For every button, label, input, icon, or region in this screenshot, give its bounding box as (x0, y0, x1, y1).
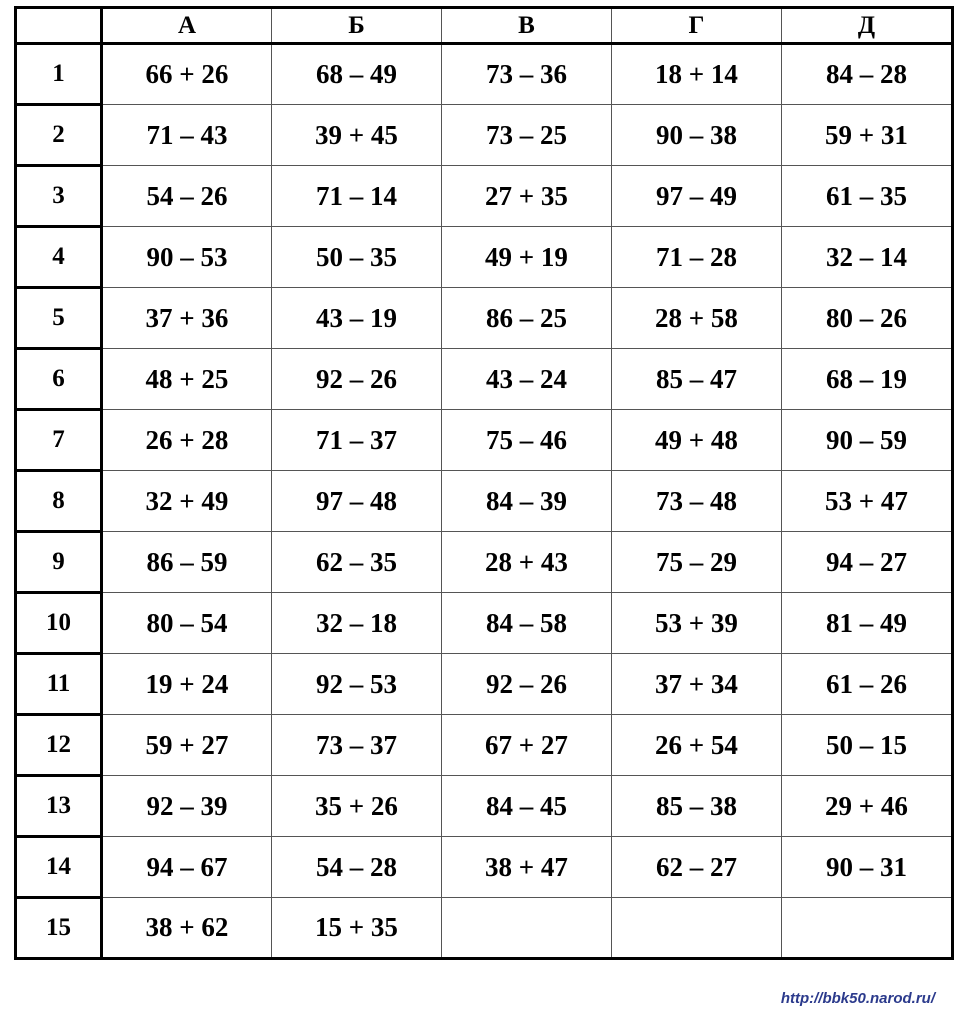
table-row (16, 44, 953, 105)
expression-cell: 38 + 62 (102, 898, 272, 959)
expression-cell: 28 + 43 (442, 532, 612, 593)
table-row (16, 471, 953, 532)
expression-cell: 62 – 27 (612, 837, 782, 898)
expression-cell: 15 + 35 (272, 898, 442, 959)
table-row (16, 593, 953, 654)
row-number: 2 (16, 105, 102, 166)
expression-cell: 90 – 59 (782, 410, 953, 471)
expression-cell (782, 898, 953, 959)
column-header: Д (782, 8, 953, 44)
expression-cell: 94 – 67 (102, 837, 272, 898)
expression-cell: 80 – 26 (782, 288, 953, 349)
header-row (16, 8, 953, 44)
expression-cell: 35 + 26 (272, 776, 442, 837)
row-number: 15 (16, 898, 102, 959)
expression-cell: 59 + 27 (102, 715, 272, 776)
table-body (16, 44, 953, 959)
expression-cell: 26 + 28 (102, 410, 272, 471)
expression-cell: 86 – 25 (442, 288, 612, 349)
expression-cell: 39 + 45 (272, 105, 442, 166)
row-number: 13 (16, 776, 102, 837)
expression-cell: 97 – 48 (272, 471, 442, 532)
header-corner-cell (16, 8, 102, 44)
expression-cell: 32 + 49 (102, 471, 272, 532)
row-number: 5 (16, 288, 102, 349)
expression-cell: 86 – 59 (102, 532, 272, 593)
table-row (16, 410, 953, 471)
expression-cell: 59 + 31 (782, 105, 953, 166)
table-row (16, 227, 953, 288)
expression-cell: 18 + 14 (612, 44, 782, 105)
expression-cell: 49 + 19 (442, 227, 612, 288)
expression-cell: 80 – 54 (102, 593, 272, 654)
table-row (16, 166, 953, 227)
expression-cell: 73 – 37 (272, 715, 442, 776)
expression-cell: 84 – 58 (442, 593, 612, 654)
row-number: 12 (16, 715, 102, 776)
table-row (16, 532, 953, 593)
column-header: Г (612, 8, 782, 44)
expression-cell: 90 – 53 (102, 227, 272, 288)
expression-cell: 50 – 15 (782, 715, 953, 776)
row-number: 11 (16, 654, 102, 715)
row-number: 6 (16, 349, 102, 410)
expression-cell: 85 – 38 (612, 776, 782, 837)
expression-cell: 26 + 54 (612, 715, 782, 776)
row-number: 14 (16, 837, 102, 898)
table-row (16, 105, 953, 166)
expression-cell: 37 + 34 (612, 654, 782, 715)
expression-cell: 61 – 26 (782, 654, 953, 715)
exercise-table (14, 6, 954, 960)
expression-cell: 92 – 26 (272, 349, 442, 410)
expression-cell: 53 + 47 (782, 471, 953, 532)
expression-cell: 71 – 37 (272, 410, 442, 471)
expression-cell: 71 – 43 (102, 105, 272, 166)
expression-cell: 73 – 36 (442, 44, 612, 105)
column-header: А (102, 8, 272, 44)
expression-cell: 73 – 48 (612, 471, 782, 532)
row-number: 1 (16, 44, 102, 105)
expression-cell: 71 – 14 (272, 166, 442, 227)
expression-cell: 92 – 26 (442, 654, 612, 715)
source-link[interactable]: http://bbk50.narod.ru/ (780, 990, 935, 1007)
expression-cell: 73 – 25 (442, 105, 612, 166)
table-row (16, 349, 953, 410)
expression-cell: 84 – 39 (442, 471, 612, 532)
expression-cell: 75 – 46 (442, 410, 612, 471)
column-header: В (442, 8, 612, 44)
expression-cell: 68 – 49 (272, 44, 442, 105)
expression-cell: 62 – 35 (272, 532, 442, 593)
row-number: 10 (16, 593, 102, 654)
expression-cell: 43 – 24 (442, 349, 612, 410)
expression-cell: 75 – 29 (612, 532, 782, 593)
expression-cell: 48 + 25 (102, 349, 272, 410)
row-number: 9 (16, 532, 102, 593)
table-row (16, 654, 953, 715)
expression-cell: 29 + 46 (782, 776, 953, 837)
expression-cell: 71 – 28 (612, 227, 782, 288)
expression-cell: 94 – 27 (782, 532, 953, 593)
expression-cell: 49 + 48 (612, 410, 782, 471)
expression-cell: 43 – 19 (272, 288, 442, 349)
expression-cell: 90 – 31 (782, 837, 953, 898)
expression-cell: 90 – 38 (612, 105, 782, 166)
row-number: 4 (16, 227, 102, 288)
expression-cell: 53 + 39 (612, 593, 782, 654)
expression-cell: 66 + 26 (102, 44, 272, 105)
table-row (16, 776, 953, 837)
table-row (16, 837, 953, 898)
table-row (16, 288, 953, 349)
expression-cell: 81 – 49 (782, 593, 953, 654)
expression-cell: 27 + 35 (442, 166, 612, 227)
row-number: 8 (16, 471, 102, 532)
expression-cell: 50 – 35 (272, 227, 442, 288)
table-row (16, 898, 953, 959)
expression-cell: 32 – 14 (782, 227, 953, 288)
table-header (16, 8, 953, 44)
row-number: 7 (16, 410, 102, 471)
expression-cell: 97 – 49 (612, 166, 782, 227)
expression-cell: 92 – 53 (272, 654, 442, 715)
expression-cell: 32 – 18 (272, 593, 442, 654)
expression-cell: 28 + 58 (612, 288, 782, 349)
expression-cell: 37 + 36 (102, 288, 272, 349)
expression-cell: 68 – 19 (782, 349, 953, 410)
expression-cell (612, 898, 782, 959)
expression-cell: 84 – 45 (442, 776, 612, 837)
expression-cell: 92 – 39 (102, 776, 272, 837)
expression-cell: 19 + 24 (102, 654, 272, 715)
expression-cell: 67 + 27 (442, 715, 612, 776)
row-number: 3 (16, 166, 102, 227)
expression-cell: 54 – 28 (272, 837, 442, 898)
expression-cell: 84 – 28 (782, 44, 953, 105)
expression-cell (442, 898, 612, 959)
expression-cell: 61 – 35 (782, 166, 953, 227)
table-row (16, 715, 953, 776)
expression-cell: 85 – 47 (612, 349, 782, 410)
expression-cell: 54 – 26 (102, 166, 272, 227)
expression-cell: 38 + 47 (442, 837, 612, 898)
column-header: Б (272, 8, 442, 44)
